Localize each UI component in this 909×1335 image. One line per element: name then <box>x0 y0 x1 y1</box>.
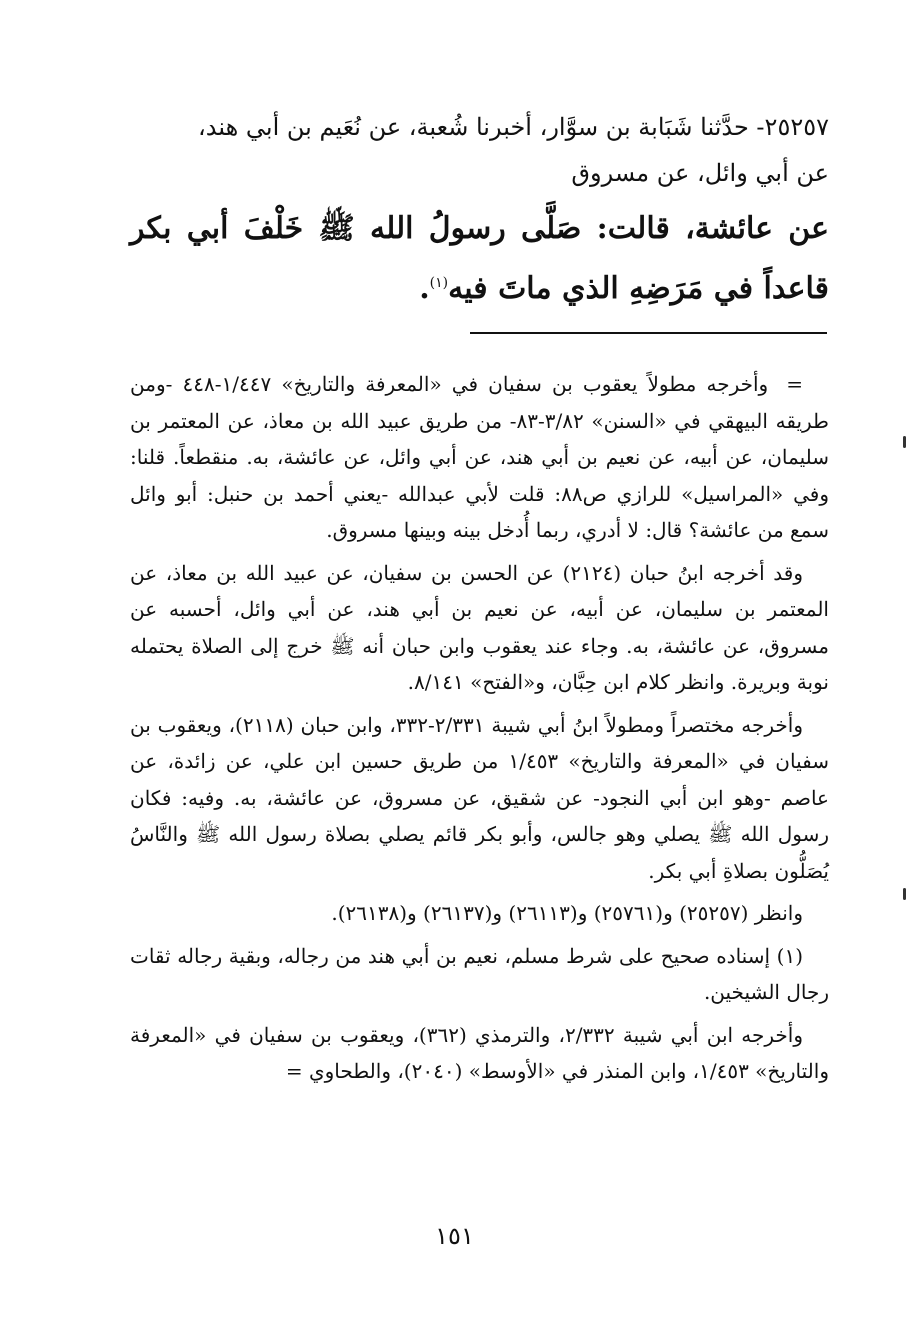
hadith-isnad <box>130 104 829 196</box>
footnote-paragraph-3: وأخرجه مختصراً ومطولاً ابنُ أبي شيبة ٢/٣٣١-٣٣٢، وابن حبان (٢١١٨)، ويعقوب بن سفيان في «المعرفة والتاريخ» ١/٤٥٣ من طريق حسين ابن علي، عن زائدة، عن عاصم -وهو ابن أبي النجود- عن شقيق، عن مسروق، عن عائشة، به. وفيه: فكان رسول الله ﷺ يصلي وهو جالس، وأبو بكر قائم يصلي بصلاة رسول الله ﷺ والنَّاسُ يُصَلُّون بصلاةِ أبي بكر. <box>130 712 829 883</box>
footnote-text-1: وأخرجه مطولاً يعقوب بن سفيان في «المعرفة والتاريخ» ١/٤٤٧-٤٤٨ -ومن طريقه البيهقي في «السنن» ٣/٨٢-٨٣- من طريق عبيد الله بن معاذ، عن المعتمر بن سليمان، عن أبيه، عن نعيم بن أبي هند، عن أبي وائل، عن عائشة، به. منقطعاً. قلنا: وفي «المراسيل» للرازي ص٨٨: قلت لأبي عبدالله -يعني أحمد بن حنبل: أبو وائل سمع من عائشة؟ قال: لا أدري، ربما أُدخل بينه وبينها مسروق. <box>130 372 829 542</box>
footnote-paragraph-4: وانظر (٢٥٢٥٧) و(٢٥٧٦١) و(٢٦١١٣) و(٢٦١٣٧) و(٢٦١٣٨). <box>331 901 803 925</box>
footnote-separator <box>470 332 827 334</box>
margin-mark-bottom <box>903 888 906 900</box>
footnote-paragraph-1 <box>130 366 829 549</box>
footnote-paragraph-5: (١) إسناده صحيح على شرط مسلم، نعيم بن أبي هند من رجاله، وبقية رجاله ثقات رجال الشيخين. <box>130 943 829 1004</box>
footnote-paragraph-2: وقد أخرجه ابنُ حبان (٢١٢٤) عن الحسن بن سفيان، عن عبيد الله بن معاذ، عن المعتمر بن سليمان، عن أبيه، عن نعيم بن أبي هند، عن أبي وائل، أحسبه عن مسروق، عن عائشة، به. وجاء عند يعقوب وابن حبان أنه ﷺ خرج إلى الصلاة يحتمله نوبة وبريرة. وانظر كلام ابن حِبَّان، و«الفتح» ٨/١٤١. <box>130 560 829 694</box>
footnote-reference[interactable]: (١) <box>429 275 449 291</box>
matn-paragraph <box>130 202 829 316</box>
footnote-paragraph-6: وأخرجه ابن أبي شيبة ٢/٣٣٢، والترمذي (٣٦٢)، ويعقوب بن سفيان في «المعرفة والتاريخ» ١/٤٥٣، وابن المنذر في «الأوسط» (٢٠٤٠)، والطحاوي = <box>130 1022 829 1083</box>
isnad-line-2: عن أبي وائل، عن مسروق <box>571 159 829 187</box>
matn-end: . <box>419 271 430 306</box>
footnotes-section <box>130 366 829 1096</box>
isnad-line-1: ٢٥٢٥٧- حدَّثنا شَبَابة بن سوَّار، أخبرنا شُعبة، عن نُعَيم بن أبي هند، <box>198 113 829 141</box>
matn-text: عن عائشة، قالت: صَلَّى رسولُ الله ﷺ خَلْفَ أبي بكر قاعداً في مَرَضِهِ الذي ماتَ فيه <box>130 211 829 306</box>
hadith-matn <box>130 202 829 316</box>
page-number: ١٥١ <box>435 1222 474 1250</box>
margin-mark-top <box>903 436 906 448</box>
continuation-mark: = <box>786 372 803 396</box>
